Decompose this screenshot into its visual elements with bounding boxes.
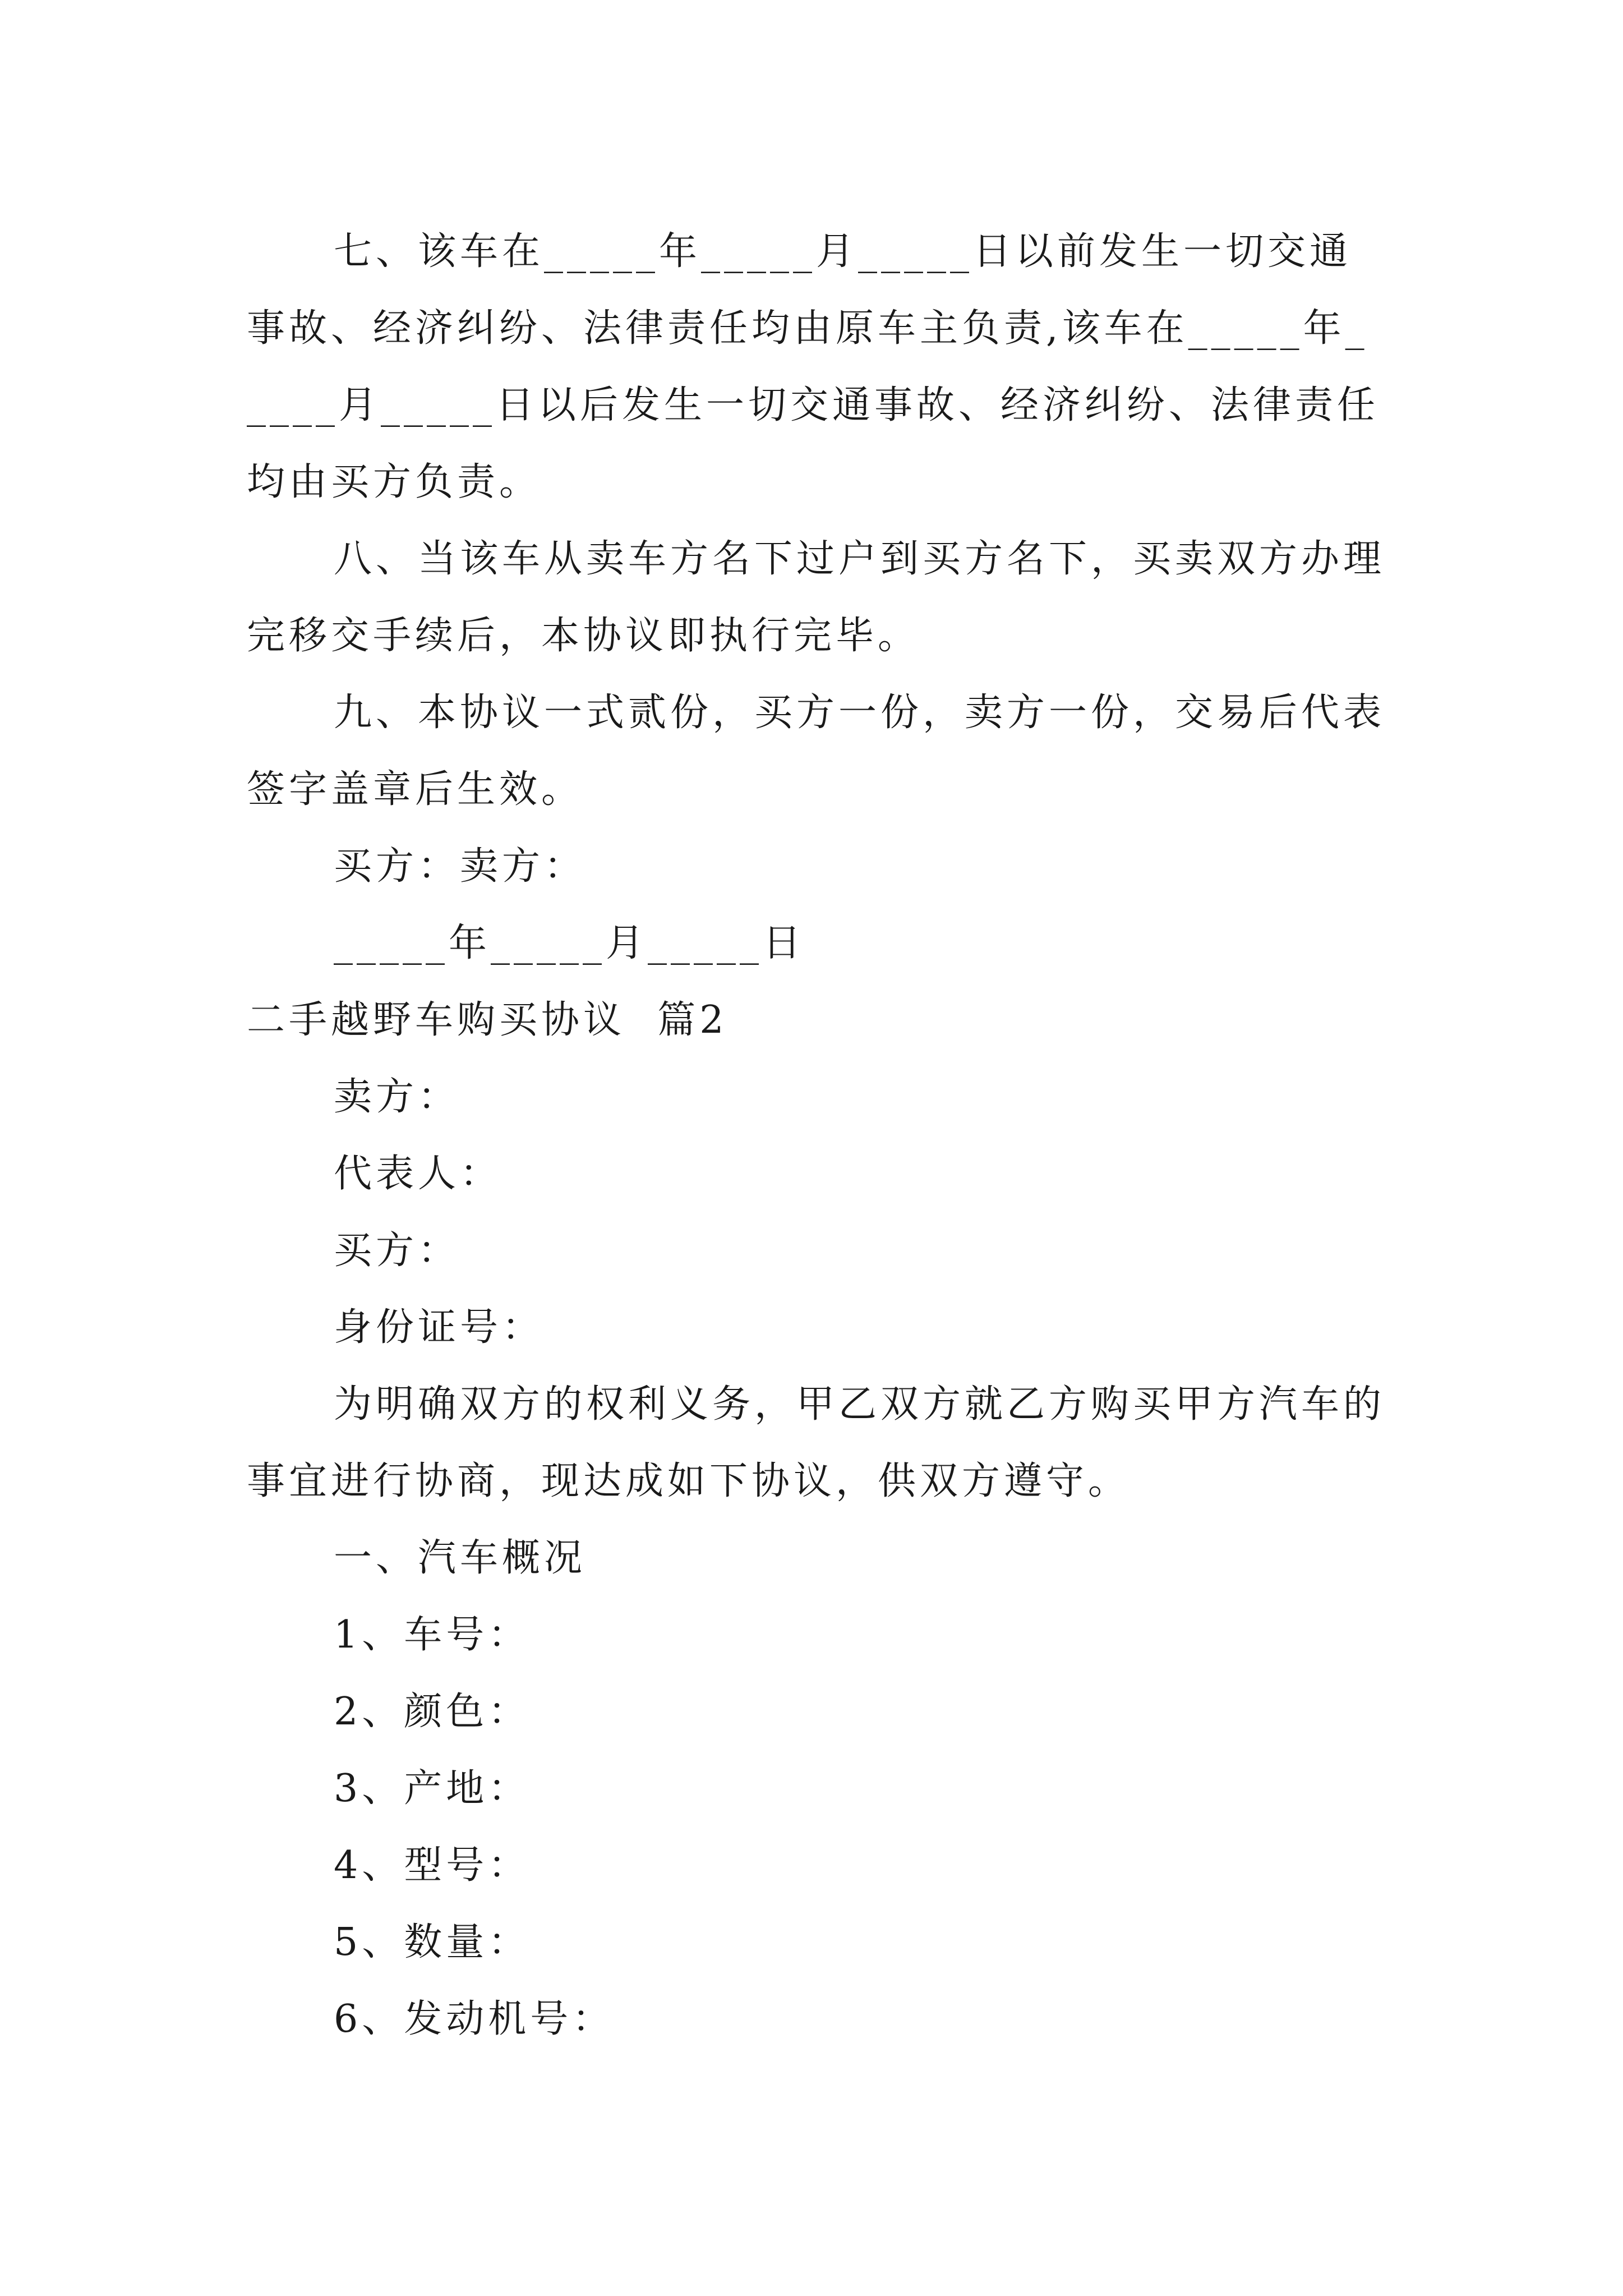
color-item: 2、颜色：: [334, 1690, 531, 1734]
section-title: 二手越野车购买协议 篇2: [247, 998, 728, 1042]
signatures-line: 买方：卖方：: [334, 844, 587, 889]
clause-9-paragraph: 九、本协议一式贰份，买方一份，卖方一份，交易后代表签字盖章后生效。: [247, 691, 1386, 812]
quantity-item: 5、数量：: [334, 1920, 531, 1964]
clause-7-paragraph: 七、该车在_____年_____月_____日以前发生一切交通事故、经济纠纷、法律责任均由原车主负责,该车在_____年_____月_____日以后发生一切交通事故、经济纠纷、法律责任均由买方负责。: [247, 229, 1380, 504]
date-line: _____年_____月_____日: [334, 921, 805, 965]
origin-item: 3、产地：: [334, 1766, 531, 1811]
car-number-item: 1、车号：: [334, 1613, 531, 1657]
representative-field: 代表人：: [334, 1152, 502, 1196]
document-page: [247, 213, 1391, 2058]
model-item: 4、型号：: [334, 1843, 531, 1888]
clause-8-paragraph: 八、当该车从卖车方名下过户到买方名下，买卖双方办理完移交手续后，本协议即执行完毕。: [247, 537, 1386, 658]
preamble-paragraph: 为明确双方的权利义务，甲乙双方就乙方购买甲方汽车的事宜进行协商，现达成如下协议，供双方遵守。: [247, 1382, 1386, 1503]
id-number-field: 身份证号：: [334, 1305, 545, 1350]
car-overview-heading: 一、汽车概况: [334, 1536, 587, 1580]
seller-field: 卖方：: [334, 1075, 460, 1119]
engine-number-item: 6、发动机号：: [334, 1997, 615, 2041]
buyer-field: 买方：: [334, 1228, 460, 1273]
